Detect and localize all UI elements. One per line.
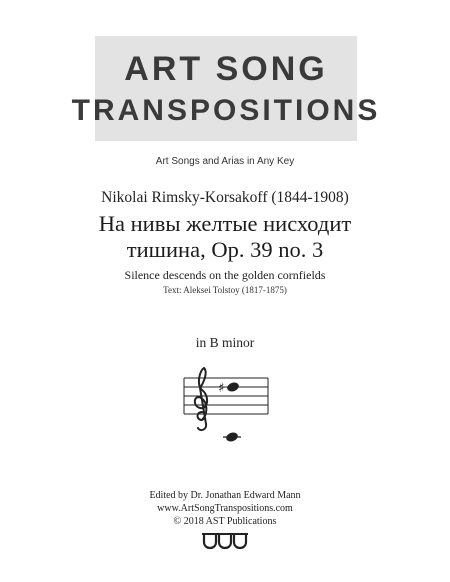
website-link[interactable]: www.ArtSongTranspositions.com xyxy=(157,503,293,514)
banner-line-2: TRANSPOSITIONS xyxy=(71,93,381,127)
title-line-2: тишина, Op. 39 no. 3 xyxy=(126,237,324,262)
title-line-1: На нивы желтые нисходит xyxy=(98,211,352,236)
song-title xyxy=(0,211,450,263)
svg-text:♯: ♯ xyxy=(218,381,225,396)
subtitle: Silence descends on the golden cornfields xyxy=(124,268,326,282)
brand-banner xyxy=(71,36,381,141)
key-label: in B minor xyxy=(195,335,255,350)
editor-credit: Edited by Dr. Jonathan Edward Mann xyxy=(149,490,301,501)
tagline: Art Songs and Arias in Any Key xyxy=(155,156,295,167)
copyright-text: © 2018 AST Publications xyxy=(173,516,277,527)
banner-line-1: ART SONG xyxy=(124,49,328,88)
treble-clef-staff-icon xyxy=(180,362,272,452)
text-credit: Text: Aleksei Tolstoy (1817-1875) xyxy=(163,285,287,295)
credits-block xyxy=(0,489,450,528)
composer: Nikolai Rimsky-Korsakoff (1844-1908) xyxy=(101,189,349,206)
ast-logo-icon xyxy=(200,532,250,552)
